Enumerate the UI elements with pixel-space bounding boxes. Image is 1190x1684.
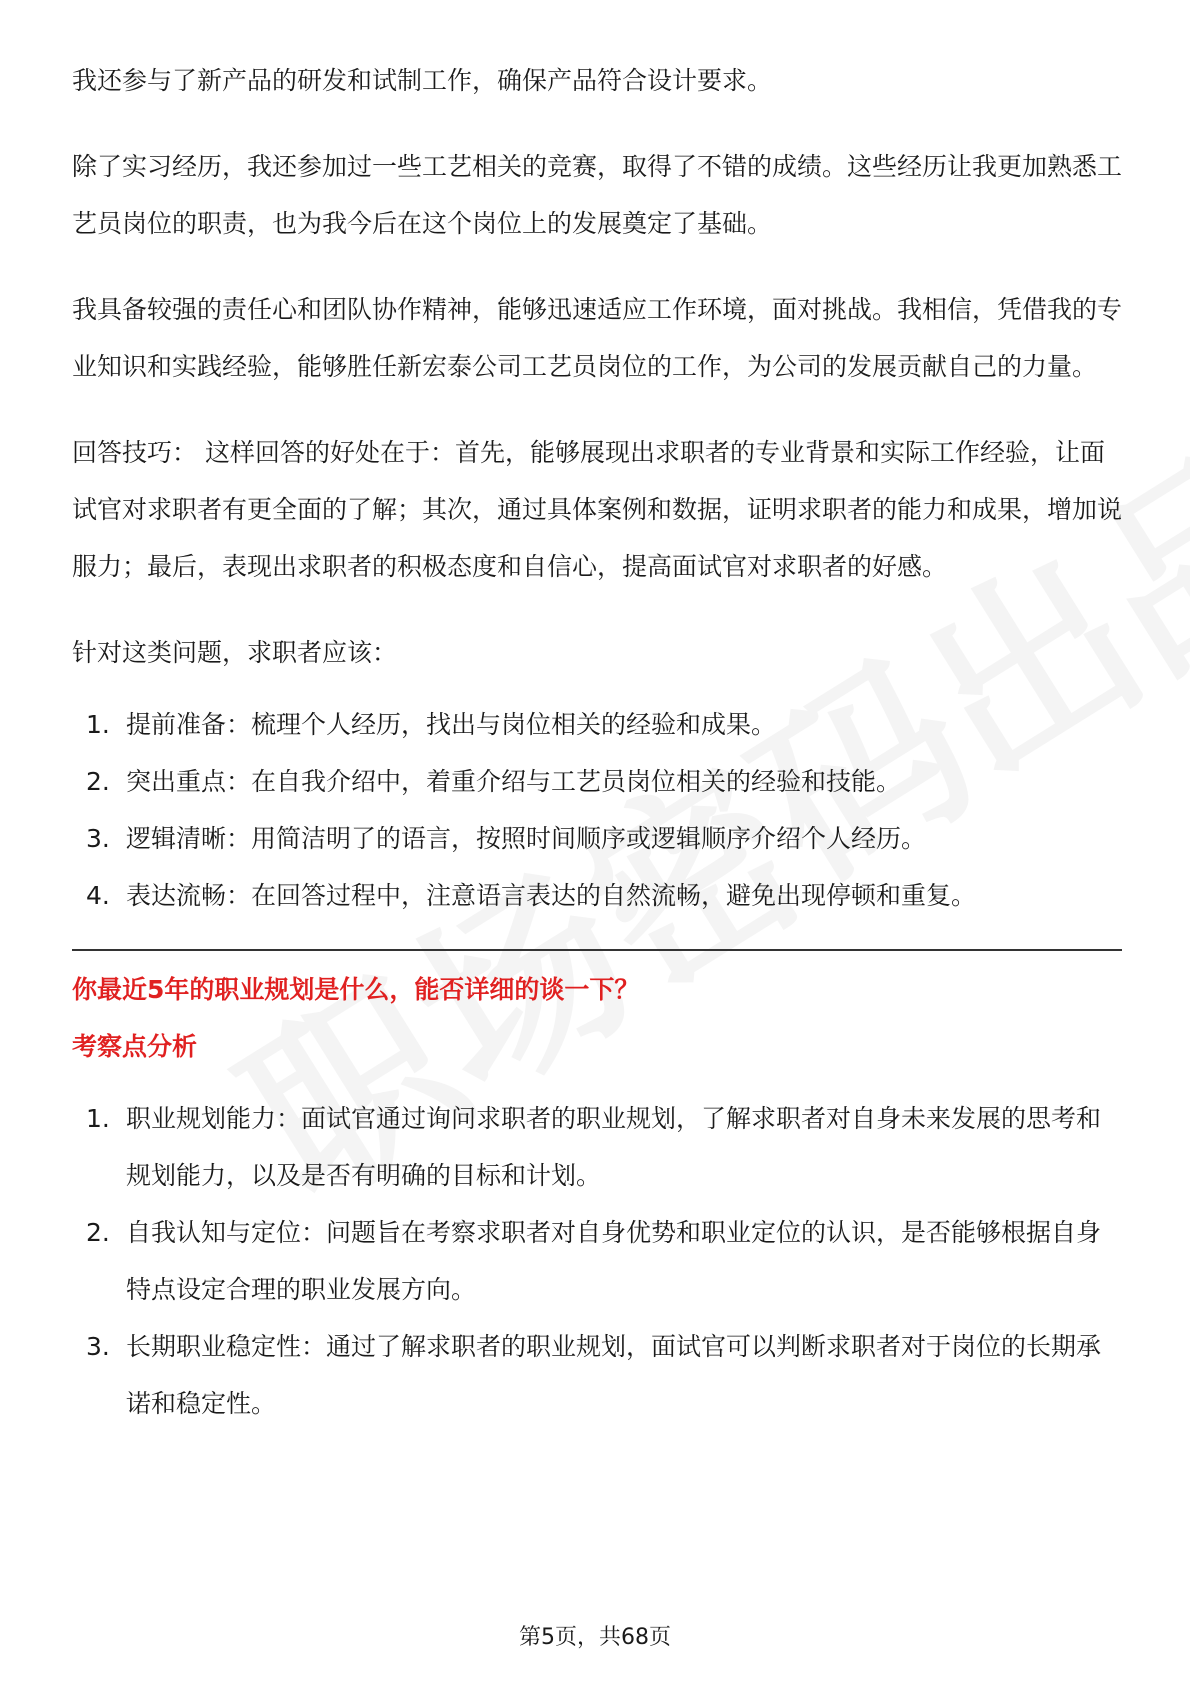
list-number: 1. bbox=[86, 1104, 110, 1133]
paragraph-3: 我具备较强的责任心和团队协作精神，能够迅速适应工作环境，面对挑战。我相信，凭借我的专业知识和实践经验，能够胜任新宏泰公司工艺员岗位的工作，为公司的发展贡献自己的力量。 bbox=[72, 295, 1123, 381]
list-number: 1. bbox=[86, 710, 110, 739]
list-item bbox=[72, 810, 1122, 867]
tips-list bbox=[72, 696, 1122, 924]
list-item bbox=[72, 1204, 1122, 1318]
list-item-text: 突出重点：在自我介绍中，着重介绍与工艺员岗位相关的经验和技能。 bbox=[126, 767, 902, 796]
question-heading: 你最近5年的职业规划是什么，能否详细的谈一下？ bbox=[72, 975, 640, 1004]
list-item bbox=[72, 696, 1122, 753]
list-item-text: 逻辑清晰：用简洁明了的语言，按照时间顺序或逻辑顺序介绍个人经历。 bbox=[126, 824, 927, 853]
list-item-text: 职业规划能力：面试官通过询问求职者的职业规划，了解求职者对自身未来发展的思考和规划能力，以及是否有明确的目标和计划。 bbox=[126, 1104, 1102, 1190]
paragraph-2: 除了实习经历，我还参加过一些工艺相关的竞赛，取得了不错的成绩。这些经历让我更加熟悉工艺员岗位的职责，也为我今后在这个岗位上的发展奠定了基础。 bbox=[72, 152, 1123, 238]
list-number: 2. bbox=[86, 767, 110, 796]
list-item bbox=[72, 867, 1122, 924]
document-page bbox=[72, 52, 1122, 1432]
list-number: 2. bbox=[86, 1218, 110, 1247]
list-item-text: 自我认知与定位：问题旨在考察求职者对自身优势和职业定位的认识，是否能够根据自身特点设定合理的职业发展方向。 bbox=[126, 1218, 1102, 1304]
list-item bbox=[72, 1318, 1122, 1432]
paragraph-1: 我还参与了新产品的研发和试制工作，确保产品符合设计要求。 bbox=[72, 66, 773, 95]
list-number: 3. bbox=[86, 1332, 110, 1361]
list-item-text: 表达流畅：在回答过程中，注意语言表达的自然流畅，避免出现停顿和重复。 bbox=[126, 881, 977, 910]
list-item bbox=[72, 1090, 1122, 1204]
section-divider bbox=[72, 949, 1122, 951]
list-item-text: 长期职业稳定性：通过了解求职者的职业规划，面试官可以判断求职者对于岗位的长期承诺和稳定性。 bbox=[126, 1332, 1102, 1418]
page-footer: 第5页，共68页 bbox=[519, 1625, 671, 1650]
list-number: 3. bbox=[86, 824, 110, 853]
list-item bbox=[72, 753, 1122, 810]
analysis-heading: 考察点分析 bbox=[72, 1032, 198, 1061]
list-number: 4. bbox=[86, 881, 110, 910]
paragraph-advice-intro: 针对这类问题，求职者应该： bbox=[72, 638, 398, 667]
analysis-list bbox=[72, 1090, 1122, 1432]
paragraph-answer-tips: 回答技巧： 这样回答的好处在于：首先，能够展现出求职者的专业背景和实际工作经验，让面试官对求职者有更全面的了解；其次，通过具体案例和数据，证明求职者的能力和成果，增加说服力；最后，表现出求职者的积极态度和自信心，提高面试官对求职者的好感。 bbox=[72, 438, 1123, 581]
list-item-text: 提前准备：梳理个人经历，找出与岗位相关的经验和成果。 bbox=[126, 710, 777, 739]
